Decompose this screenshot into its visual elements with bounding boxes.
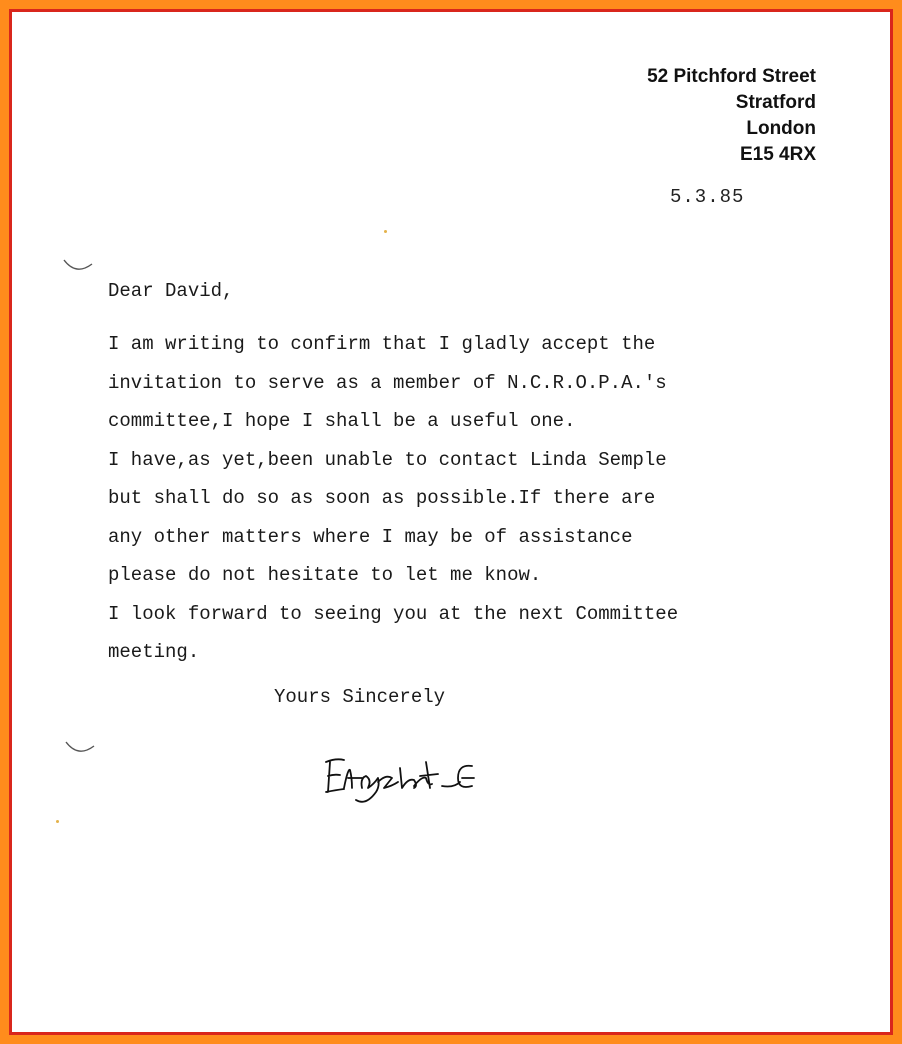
body-line: but shall do so as soon as possible.If there are xyxy=(108,487,656,509)
paper-speck xyxy=(56,820,59,823)
letter-page xyxy=(9,9,893,1035)
body-line: please do not hesitate to let me know. xyxy=(108,564,542,586)
body-line: meeting. xyxy=(108,641,200,663)
body-line: I look forward to seeing you at the next Committee xyxy=(108,602,679,625)
sender-address xyxy=(647,64,816,168)
letter-body xyxy=(108,325,678,672)
punch-hole-bottom xyxy=(64,740,96,756)
address-line: E15 4RX xyxy=(739,144,816,165)
address-line: London xyxy=(746,118,816,139)
body-line: I am writing to confirm that I gladly accept the xyxy=(108,333,656,355)
body-line: any other matters where I may be of assistance xyxy=(108,525,633,548)
closing: Yours Sincerely xyxy=(274,686,446,708)
body-line: invitation to serve as a member of N.C.R.O.P.A.'s xyxy=(108,371,667,394)
body-line: committee,I hope I shall be a useful one. xyxy=(108,410,576,432)
punch-hole-top xyxy=(62,258,94,274)
letter-date: 5.3.85 xyxy=(670,186,745,208)
salutation: Dear David, xyxy=(108,280,234,302)
address-line: Stratford xyxy=(735,92,816,113)
handwritten-signature xyxy=(322,748,482,808)
paper-speck xyxy=(384,230,387,233)
address-line: 52 Pitchford Street xyxy=(647,66,816,87)
body-line: I have,as yet,been unable to contact Linda Semple xyxy=(108,448,667,471)
